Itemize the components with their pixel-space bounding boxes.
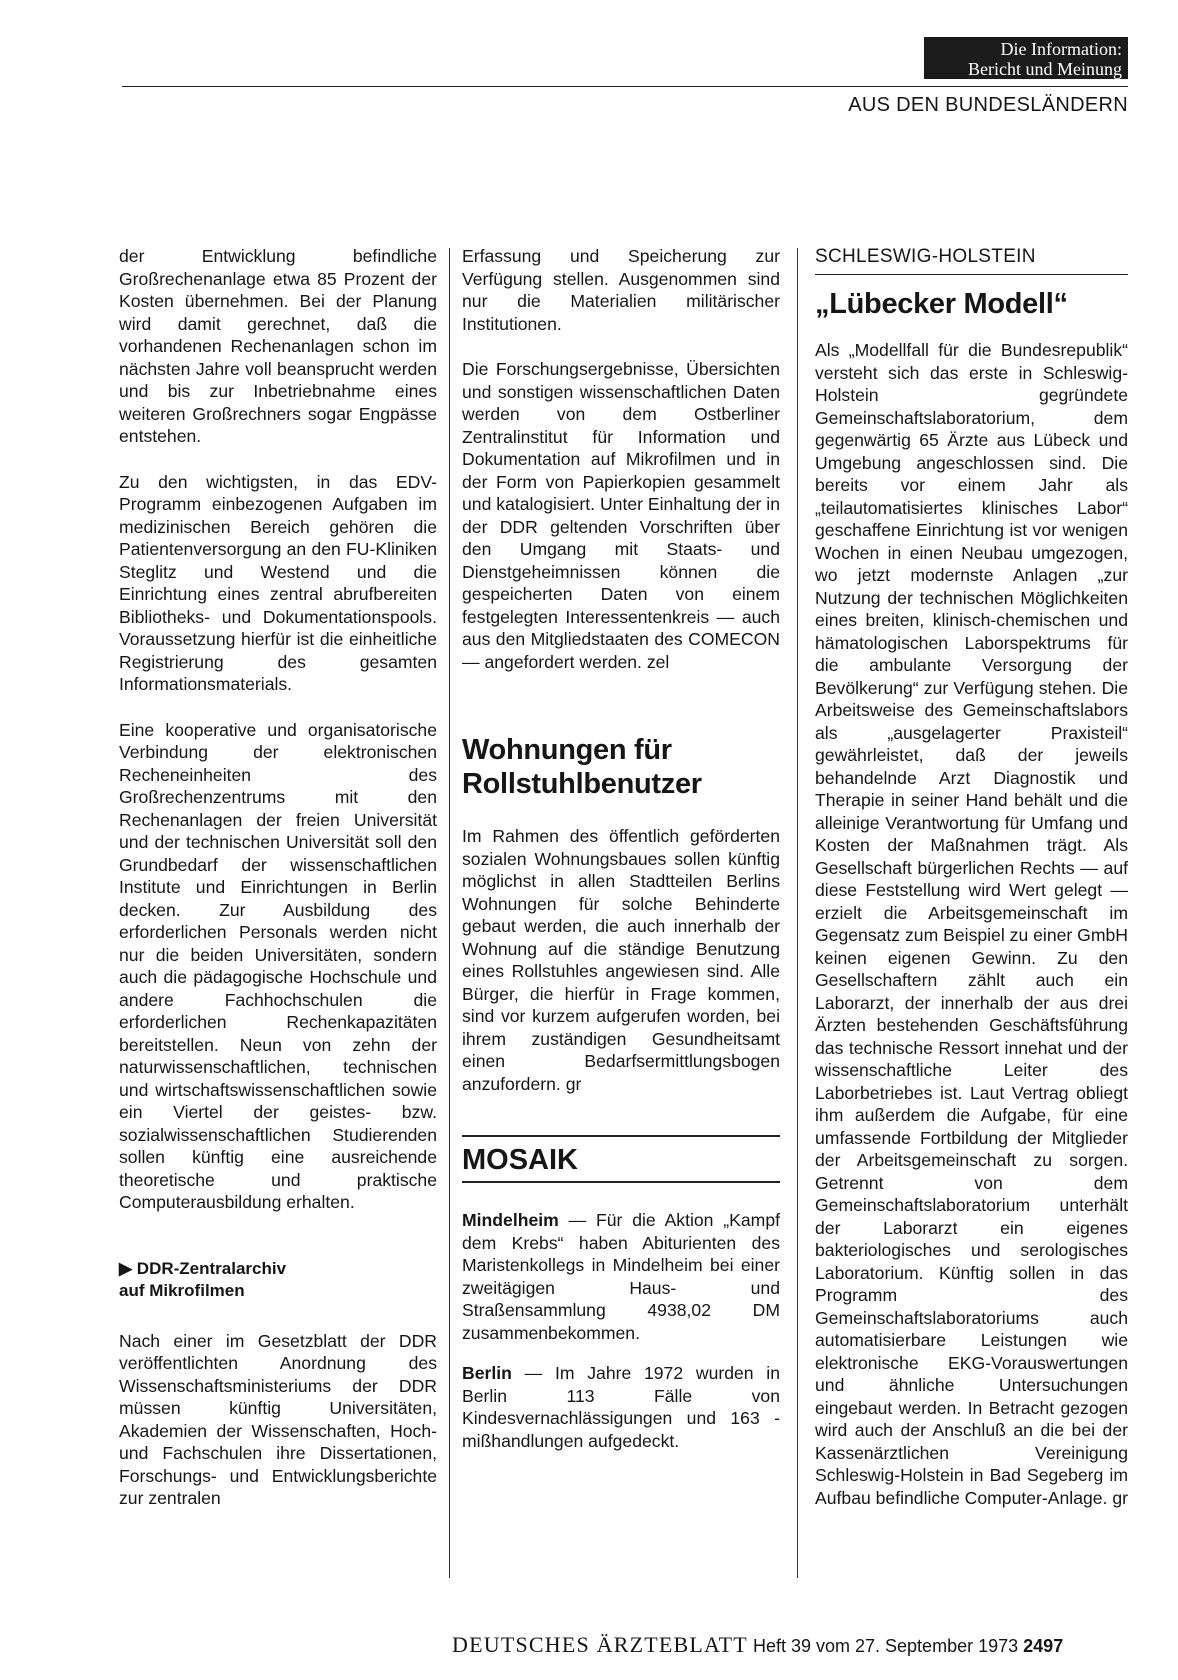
article-paragraph: Nach einer im Gesetzblatt der DDR veröffentlichten Anordnung des Wissenschaftsministeriums der DDR müssen künftig Universitäten, Akademien der Wissenschaften, Hoch- und Fachschulen ihre Dissertationen, Forschungs- und Entwicklungsberichte zur zentralen: [119, 1330, 437, 1508]
column-3: [815, 245, 1128, 1509]
subhead: [119, 1258, 437, 1302]
article-paragraph: Erfassung und Speicherung zur Verfügung stellen. Ausgenommen sind nur die Materialien militärischer Institutionen.: [462, 246, 780, 334]
headline-line2: Rollstuhlbenutzer: [462, 768, 702, 800]
triangle-bullet-icon: ▶: [119, 1258, 137, 1278]
subhead-line2: auf Mikrofilmen: [119, 1280, 245, 1300]
article-paragraph: der Entwicklung befindliche Großrechenanlage etwa 85 Prozent der Kosten übernehmen. Bei der Planung wird damit gerechnet, daß die vorhandenen Rechenanlagen schon im nächsten Jahre voll beansprucht werden und bis zur Inbetriebnahme eines weiteren Großrechners sogar Engpässe entstehen.: [119, 246, 437, 446]
publication-name: DEUTSCHES ÄRZTEBLATT: [452, 1632, 748, 1657]
author-signature: gr: [565, 1073, 582, 1094]
mosaik-item-place: Mindelheim: [462, 1210, 559, 1230]
page-number: 2497: [1023, 1636, 1064, 1656]
column-divider-1: [449, 248, 450, 1578]
mosaik-item: Mindelheim — Für die Aktion „Kampf dem Krebs“ haben Abiturienten des Maristenkollegs in Mindelheim bei einer zweitägigen Haus- und Straßensammlung 4938,02 DM zusammenbekommen.: [462, 1210, 780, 1343]
header-label-box: [924, 37, 1128, 79]
mosaik-item: Berlin — Im Jahre 1972 wurden in Berlin 113 Fälle von Kindesvernachlässigungen und 163 -mißhandlungen aufgedeckt.: [462, 1363, 780, 1451]
page-footer: [452, 1632, 1128, 1658]
headline-line1: Wohnungen für: [462, 734, 672, 766]
header-label-line2: Bericht und Meinung: [968, 59, 1122, 79]
issue-info: Heft 39 vom 27. September 1973: [752, 1636, 1019, 1656]
region-kicker: SCHLESWIG-HOLSTEIN: [815, 246, 1036, 267]
author-signature: gr: [1112, 1487, 1128, 1508]
author-signature: zel: [646, 651, 670, 672]
article-paragraph: Zu den wichtigsten, in das EDV-Programm einbezogenen Aufgaben im medizinischen Bereich gehören die Patientenversorgung an den FU-Kliniken Steglitz und Westend und die Einrichtung eines zentral abrufbereiten Bibliotheks- und Dokumentationspools. Voraussetzung hierfür ist die einheitliche Registrierung des gesamten Informationsmaterials.: [119, 471, 437, 694]
mosaik-item-place: Berlin: [462, 1363, 512, 1383]
header-rule: [122, 86, 1128, 87]
mosaik-heading: MOSAIK: [462, 1144, 578, 1176]
section-title: AUS DEN BUNDESLÄNDERN: [848, 94, 1128, 116]
header-label-line1: Die Information:: [1000, 39, 1122, 59]
mosaik-rule-top: [462, 1135, 780, 1137]
article-paragraph: Als „Modellfall für die Bundesrepublik“ versteht sich das erste in Schleswig-Holstein gegründete Gemeinschaftslaboratorium, dem gegenwärtig 65 Ärzte aus Lübeck und Umgebung angeschlossen sind. Die bereits vor einem Jahr als „teilautomatisiertes klinisches Labor“ geschaffene Einrichtung ist vor wenigen Wochen in einen Neubau umgezogen, wo jetzt modernste Anlagen „zur Nutzung der technischen Möglichkeiten eines breiten, klinisch-chemischen und hämatologischen Laborspektrums für die ambulante Versorgung der Bevölkerung“ zur Verfügung stehen. Die Arbeitsweise des Gemeinschaftslabors als „ausgelagerter Praxisteil“ gewährleistet, daß der jeweils behandelnde Arzt Diagnostik und Therapie in seiner Hand behält und die alleinige Verantwortung für Umfang und Kosten der Maßnahmen trägt. Als Gesellschaft bürgerlichen Rechts — auf diese Feststellung wird Wert gelegt — erzielt die Arbeitsgemeinschaft im Gegensatz zum Beispiel zu einer GmbH keinen eigenen Gewinn. Zu den Gesellschaftern zählt auch ein Laborarzt, der innerhalb der aus drei Ärzten bestehenden Geschäftsführung das technische Ressort innehat und der wissenschaftliche Leiter des Laborbetriebes ist. Laut Vertrag obliegt ihm außerdem die Aufgabe, für eine umfassende Fortbildung der Mitglieder der Arbeitsgemeinschaft zu sorgen. Getrennt von dem Gemeinschaftslaboratorium unterhält der Laborarzt ein eigenes bakteriologisches und serologisches Laboratorium. Künftig sollen in das Programm des Gemeinschaftslaboratoriums auch automatisierbare Leistungen wie elektronische EKG-Vorauswertungen und ähnliche Untersuchungen eingebaut werden. In Betracht gezogen wird auch der Anschluß an die bei der Kassenärztlichen Vereinigung Schleswig-Holstein in Bad Segeberg im Aufbau befindliche Computer-Anlage. gr: [815, 340, 1128, 1508]
headline: „Lübecker Modell“: [815, 288, 1068, 320]
article-paragraph: Im Rahmen des öffentlich geförderten sozialen Wohnungsbaues sollen künftig möglichst in allen Stadtteilen Berlins Wohnungen für solche Behinderte gebaut werden, die auch innerhalb der Wohnung auf die ständige Benutzung eines Rollstuhles angewiesen sind. Alle Bürger, die hierfür in Frage kommen, sind vor kurzem aufgerufen worden, bei ihrem zuständigen Gesundheitsamt einen Bedarfsermittlungsbogen anzufordern. gr: [462, 826, 780, 1094]
column-2: [462, 245, 780, 1452]
article-paragraph: Die Forschungsergebnisse, Übersichten und sonstigen wissenschaftlichen Daten werden von dem Ostberliner Zentralinstitut für Information und Dokumentation auf Mikrofilmen und in der Form von Papierkopien gesammelt und katalogisiert. Unter Einhaltung der in der DDR geltenden Vorschriften über den Umgang mit Staats- und Dienstgeheimnissen können die gespeicherten Daten von einem festgelegten Interessentenkreis — auch aus den Mitgliedstaaten des COMECON — angefordert werden. zel: [462, 359, 780, 672]
column-1: [119, 245, 437, 1510]
column-divider-2: [797, 248, 798, 1578]
article-paragraph: Eine kooperative und organisatorische Verbindung der elektronischen Recheneinheiten des Großrechenzentrums mit den Rechenanlagen der freien Universität und der technischen Universität soll den Grundbedarf der wissenschaftlichen Institute und Einrichtungen in Berlin decken. Zur Ausbildung des erforderlichen Personals werden nicht nur die beiden Universitäten, sondern auch die pädagogische Hochschule und andere Fachhochschulen die erforderlichen Rechenkapazitäten bereitstellen. Neun von zehn der naturwissenschaftlichen, technischen und wirtschaftswissenschaftlichen sowie ein Viertel der geistes- bzw. sozialwissenschaftlichen Studierenden sollen künftig eine ausreichende theoretische und praktische Computerausbildung erhalten.: [119, 719, 437, 1212]
subhead-line1: DDR-Zentralarchiv: [136, 1258, 287, 1278]
